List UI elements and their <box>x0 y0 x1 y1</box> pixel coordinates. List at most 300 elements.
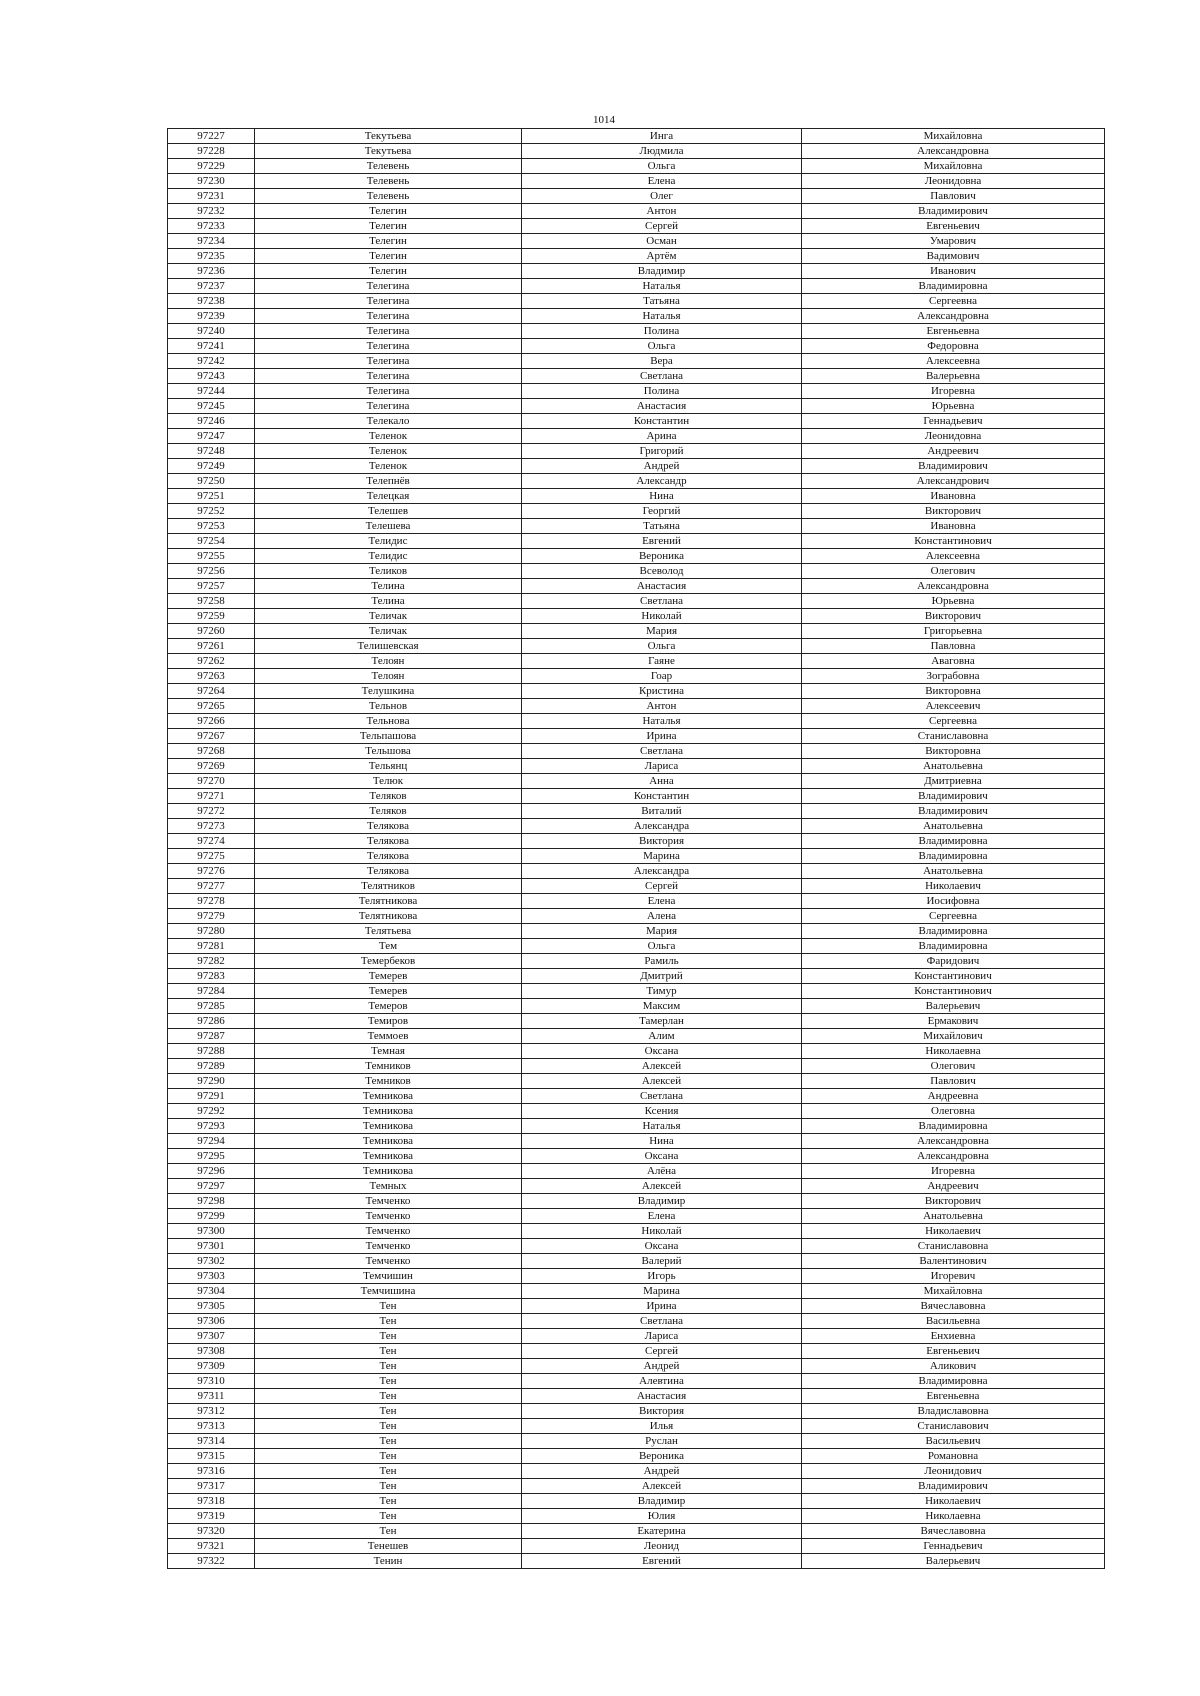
table-row <box>168 654 1105 669</box>
cell-record-id: 97255 <box>168 549 255 564</box>
table-row <box>168 1449 1105 1464</box>
cell-record-id: 97243 <box>168 369 255 384</box>
cell-patronymic: Станиславовна <box>802 1239 1105 1254</box>
cell-surname: Тен <box>255 1494 522 1509</box>
table-row <box>168 849 1105 864</box>
cell-surname: Тен <box>255 1449 522 1464</box>
cell-patronymic: Енхиевна <box>802 1329 1105 1344</box>
cell-patronymic: Леонидовна <box>802 429 1105 444</box>
cell-patronymic: Аваговна <box>802 654 1105 669</box>
cell-patronymic: Николаевна <box>802 1509 1105 1524</box>
cell-surname: Телидис <box>255 549 522 564</box>
cell-record-id: 97295 <box>168 1149 255 1164</box>
cell-patronymic: Геннадьевич <box>802 414 1105 429</box>
cell-patronymic: Михайлович <box>802 1029 1105 1044</box>
cell-surname: Темченко <box>255 1194 522 1209</box>
cell-patronymic: Николаевич <box>802 1224 1105 1239</box>
cell-surname: Теляков <box>255 804 522 819</box>
cell-first-name: Владимир <box>522 1194 802 1209</box>
table-row <box>168 1164 1105 1179</box>
cell-first-name: Оксана <box>522 1239 802 1254</box>
cell-surname: Тельнов <box>255 699 522 714</box>
cell-first-name: Марина <box>522 849 802 864</box>
table-row <box>168 879 1105 894</box>
cell-first-name: Евгений <box>522 1554 802 1569</box>
cell-first-name: Рамиль <box>522 954 802 969</box>
cell-surname: Теличак <box>255 624 522 639</box>
table-row <box>168 1539 1105 1554</box>
table-row <box>168 369 1105 384</box>
cell-first-name: Алена <box>522 909 802 924</box>
cell-record-id: 97316 <box>168 1464 255 1479</box>
table-row <box>168 1314 1105 1329</box>
table-row <box>168 189 1105 204</box>
cell-patronymic: Зограбовна <box>802 669 1105 684</box>
cell-patronymic: Федоровна <box>802 339 1105 354</box>
table-row <box>168 264 1105 279</box>
cell-first-name: Артём <box>522 249 802 264</box>
cell-patronymic: Алексеевна <box>802 354 1105 369</box>
cell-patronymic: Валерьевна <box>802 369 1105 384</box>
cell-patronymic: Владимирович <box>802 459 1105 474</box>
table-row <box>168 1284 1105 1299</box>
cell-first-name: Николай <box>522 1224 802 1239</box>
cell-patronymic: Николаевич <box>802 1494 1105 1509</box>
cell-first-name: Полина <box>522 384 802 399</box>
table-row <box>168 954 1105 969</box>
cell-first-name: Александр <box>522 474 802 489</box>
cell-patronymic: Александровна <box>802 579 1105 594</box>
cell-patronymic: Андреевна <box>802 1089 1105 1104</box>
cell-first-name: Оксана <box>522 1149 802 1164</box>
cell-first-name: Александра <box>522 819 802 834</box>
register-table <box>167 128 1105 1569</box>
table-row <box>168 1119 1105 1134</box>
table-row <box>168 1464 1105 1479</box>
cell-surname: Телевень <box>255 189 522 204</box>
table-row <box>168 429 1105 444</box>
cell-first-name: Полина <box>522 324 802 339</box>
cell-record-id: 97300 <box>168 1224 255 1239</box>
cell-patronymic: Владимировна <box>802 939 1105 954</box>
cell-first-name: Николай <box>522 609 802 624</box>
table-row <box>168 414 1105 429</box>
cell-record-id: 97241 <box>168 339 255 354</box>
cell-first-name: Нина <box>522 1134 802 1149</box>
cell-patronymic: Фаридович <box>802 954 1105 969</box>
cell-patronymic: Леонидовна <box>802 174 1105 189</box>
cell-patronymic: Константинович <box>802 534 1105 549</box>
cell-first-name: Андрей <box>522 1359 802 1374</box>
table-row <box>168 1524 1105 1539</box>
cell-surname: Телякова <box>255 849 522 864</box>
cell-first-name: Всеволод <box>522 564 802 579</box>
cell-first-name: Тамерлан <box>522 1014 802 1029</box>
cell-first-name: Юлия <box>522 1509 802 1524</box>
cell-record-id: 97234 <box>168 234 255 249</box>
cell-record-id: 97320 <box>168 1524 255 1539</box>
cell-record-id: 97285 <box>168 999 255 1014</box>
cell-patronymic: Андреевич <box>802 444 1105 459</box>
cell-record-id: 97271 <box>168 789 255 804</box>
cell-record-id: 97270 <box>168 774 255 789</box>
cell-record-id: 97229 <box>168 159 255 174</box>
table-row <box>168 864 1105 879</box>
cell-first-name: Ольга <box>522 339 802 354</box>
cell-record-id: 97308 <box>168 1344 255 1359</box>
table-row <box>168 519 1105 534</box>
cell-record-id: 97260 <box>168 624 255 639</box>
cell-first-name: Гоар <box>522 669 802 684</box>
cell-patronymic: Андреевич <box>802 1179 1105 1194</box>
cell-record-id: 97262 <box>168 654 255 669</box>
cell-record-id: 97266 <box>168 714 255 729</box>
cell-first-name: Вероника <box>522 549 802 564</box>
cell-record-id: 97313 <box>168 1419 255 1434</box>
table-row <box>168 489 1105 504</box>
cell-surname: Темиров <box>255 1014 522 1029</box>
cell-surname: Телегина <box>255 294 522 309</box>
cell-surname: Телишевская <box>255 639 522 654</box>
cell-surname: Телоян <box>255 669 522 684</box>
cell-record-id: 97264 <box>168 684 255 699</box>
cell-first-name: Татьяна <box>522 519 802 534</box>
cell-record-id: 97236 <box>168 264 255 279</box>
cell-record-id: 97301 <box>168 1239 255 1254</box>
cell-surname: Тен <box>255 1344 522 1359</box>
cell-record-id: 97269 <box>168 759 255 774</box>
table-row <box>168 1074 1105 1089</box>
cell-patronymic: Анатольевна <box>802 819 1105 834</box>
cell-record-id: 97306 <box>168 1314 255 1329</box>
cell-patronymic: Олегович <box>802 564 1105 579</box>
cell-record-id: 97245 <box>168 399 255 414</box>
table-row <box>168 1059 1105 1074</box>
table-row <box>168 1029 1105 1044</box>
table-row <box>168 804 1105 819</box>
table-row <box>168 1434 1105 1449</box>
table-row <box>168 309 1105 324</box>
cell-first-name: Сергей <box>522 219 802 234</box>
cell-first-name: Лариса <box>522 1329 802 1344</box>
cell-patronymic: Ивановна <box>802 489 1105 504</box>
cell-record-id: 97230 <box>168 174 255 189</box>
cell-surname: Телякова <box>255 819 522 834</box>
cell-surname: Теличак <box>255 609 522 624</box>
cell-surname: Телушкина <box>255 684 522 699</box>
cell-record-id: 97287 <box>168 1029 255 1044</box>
cell-patronymic: Павлович <box>802 189 1105 204</box>
cell-patronymic: Станиславович <box>802 1419 1105 1434</box>
cell-record-id: 97258 <box>168 594 255 609</box>
cell-first-name: Вероника <box>522 1449 802 1464</box>
table-row <box>168 504 1105 519</box>
cell-record-id: 97240 <box>168 324 255 339</box>
table-row <box>168 1389 1105 1404</box>
cell-patronymic: Евгеньевна <box>802 1389 1105 1404</box>
cell-patronymic: Николаевна <box>802 1044 1105 1059</box>
cell-patronymic: Викторовна <box>802 744 1105 759</box>
cell-first-name: Ольга <box>522 639 802 654</box>
cell-surname: Телегин <box>255 204 522 219</box>
cell-record-id: 97265 <box>168 699 255 714</box>
cell-patronymic: Иванович <box>802 264 1105 279</box>
table-row <box>168 1269 1105 1284</box>
cell-record-id: 97250 <box>168 474 255 489</box>
cell-patronymic: Юрьевна <box>802 594 1105 609</box>
cell-record-id: 97248 <box>168 444 255 459</box>
table-row <box>168 1224 1105 1239</box>
table-row <box>168 1359 1105 1374</box>
cell-record-id: 97277 <box>168 879 255 894</box>
cell-record-id: 97284 <box>168 984 255 999</box>
table-row <box>168 909 1105 924</box>
cell-first-name: Владимир <box>522 1494 802 1509</box>
cell-patronymic: Алексеевна <box>802 549 1105 564</box>
cell-patronymic: Александровна <box>802 144 1105 159</box>
cell-surname: Теммоев <box>255 1029 522 1044</box>
cell-surname: Теликов <box>255 564 522 579</box>
cell-first-name: Дмитрий <box>522 969 802 984</box>
cell-surname: Телешев <box>255 504 522 519</box>
cell-surname: Темчишина <box>255 1284 522 1299</box>
cell-surname: Тен <box>255 1329 522 1344</box>
cell-record-id: 97304 <box>168 1284 255 1299</box>
table-row <box>168 939 1105 954</box>
table-row <box>168 1494 1105 1509</box>
cell-first-name: Виталий <box>522 804 802 819</box>
cell-surname: Телятникова <box>255 909 522 924</box>
cell-surname: Телегин <box>255 219 522 234</box>
cell-patronymic: Михайловна <box>802 159 1105 174</box>
cell-patronymic: Владиславовна <box>802 1404 1105 1419</box>
cell-surname: Темникова <box>255 1164 522 1179</box>
table-row <box>168 984 1105 999</box>
cell-record-id: 97293 <box>168 1119 255 1134</box>
table-row <box>168 594 1105 609</box>
cell-first-name: Леонид <box>522 1539 802 1554</box>
cell-first-name: Антон <box>522 699 802 714</box>
cell-surname: Темникова <box>255 1149 522 1164</box>
table-row <box>168 249 1105 264</box>
table-row <box>168 159 1105 174</box>
cell-first-name: Алим <box>522 1029 802 1044</box>
cell-first-name: Анастасия <box>522 399 802 414</box>
cell-patronymic: Умарович <box>802 234 1105 249</box>
cell-record-id: 97275 <box>168 849 255 864</box>
cell-patronymic: Иосифовна <box>802 894 1105 909</box>
cell-first-name: Марина <box>522 1284 802 1299</box>
cell-patronymic: Владимирович <box>802 804 1105 819</box>
table-row <box>168 354 1105 369</box>
table-row <box>168 579 1105 594</box>
cell-patronymic: Олегович <box>802 1059 1105 1074</box>
cell-patronymic: Игоревич <box>802 1269 1105 1284</box>
cell-patronymic: Валерьевич <box>802 1554 1105 1569</box>
cell-patronymic: Анатольевна <box>802 864 1105 879</box>
cell-first-name: Гаяне <box>522 654 802 669</box>
cell-record-id: 97231 <box>168 189 255 204</box>
cell-surname: Тельшова <box>255 744 522 759</box>
cell-surname: Текутьева <box>255 129 522 144</box>
cell-record-id: 97286 <box>168 1014 255 1029</box>
cell-patronymic: Евгеньевна <box>802 324 1105 339</box>
table-row <box>168 609 1105 624</box>
table-row <box>168 1419 1105 1434</box>
cell-record-id: 97314 <box>168 1434 255 1449</box>
cell-patronymic: Владимировна <box>802 1374 1105 1389</box>
cell-surname: Тен <box>255 1524 522 1539</box>
cell-surname: Телегин <box>255 234 522 249</box>
cell-surname: Темникова <box>255 1089 522 1104</box>
cell-surname: Темных <box>255 1179 522 1194</box>
cell-patronymic: Анатольевна <box>802 759 1105 774</box>
cell-first-name: Анна <box>522 774 802 789</box>
cell-surname: Телегин <box>255 249 522 264</box>
table-row <box>168 1179 1105 1194</box>
cell-surname: Телятников <box>255 879 522 894</box>
cell-record-id: 97289 <box>168 1059 255 1074</box>
cell-record-id: 97297 <box>168 1179 255 1194</box>
cell-surname: Телекало <box>255 414 522 429</box>
cell-record-id: 97242 <box>168 354 255 369</box>
cell-record-id: 97238 <box>168 294 255 309</box>
cell-record-id: 97298 <box>168 1194 255 1209</box>
cell-first-name: Анастасия <box>522 1389 802 1404</box>
table-row <box>168 1509 1105 1524</box>
cell-patronymic: Владимировна <box>802 1119 1105 1134</box>
cell-first-name: Алёна <box>522 1164 802 1179</box>
cell-first-name: Валерий <box>522 1254 802 1269</box>
cell-first-name: Максим <box>522 999 802 1014</box>
cell-surname: Текутьева <box>255 144 522 159</box>
cell-patronymic: Михайловна <box>802 129 1105 144</box>
cell-surname: Темникова <box>255 1104 522 1119</box>
cell-record-id: 97292 <box>168 1104 255 1119</box>
cell-patronymic: Игоревна <box>802 384 1105 399</box>
cell-first-name: Оксана <box>522 1044 802 1059</box>
cell-record-id: 97237 <box>168 279 255 294</box>
table-row <box>168 639 1105 654</box>
cell-first-name: Ирина <box>522 729 802 744</box>
cell-first-name: Сергей <box>522 879 802 894</box>
table-row <box>168 234 1105 249</box>
cell-record-id: 97291 <box>168 1089 255 1104</box>
cell-first-name: Виктория <box>522 834 802 849</box>
cell-surname: Телоян <box>255 654 522 669</box>
table-row <box>168 534 1105 549</box>
cell-record-id: 97235 <box>168 249 255 264</box>
cell-first-name: Александра <box>522 864 802 879</box>
cell-first-name: Людмила <box>522 144 802 159</box>
cell-record-id: 97312 <box>168 1404 255 1419</box>
cell-first-name: Анастасия <box>522 579 802 594</box>
cell-record-id: 97296 <box>168 1164 255 1179</box>
cell-first-name: Арина <box>522 429 802 444</box>
cell-patronymic: Павлович <box>802 1074 1105 1089</box>
cell-record-id: 97288 <box>168 1044 255 1059</box>
cell-first-name: Илья <box>522 1419 802 1434</box>
table-row <box>168 549 1105 564</box>
table-row <box>168 924 1105 939</box>
cell-patronymic: Вячеславовна <box>802 1524 1105 1539</box>
cell-record-id: 97281 <box>168 939 255 954</box>
cell-first-name: Ольга <box>522 159 802 174</box>
cell-first-name: Владимир <box>522 264 802 279</box>
cell-surname: Темченко <box>255 1254 522 1269</box>
cell-first-name: Лариса <box>522 759 802 774</box>
cell-first-name: Светлана <box>522 369 802 384</box>
cell-surname: Тельпашова <box>255 729 522 744</box>
table-row <box>168 1149 1105 1164</box>
cell-patronymic: Викторович <box>802 609 1105 624</box>
cell-first-name: Светлана <box>522 594 802 609</box>
table-row <box>168 1104 1105 1119</box>
cell-surname: Тельнова <box>255 714 522 729</box>
table-row <box>168 144 1105 159</box>
cell-surname: Телятникова <box>255 894 522 909</box>
cell-surname: Тен <box>255 1509 522 1524</box>
cell-surname: Темченко <box>255 1239 522 1254</box>
cell-record-id: 97259 <box>168 609 255 624</box>
cell-surname: Тельянц <box>255 759 522 774</box>
table-row <box>168 1254 1105 1269</box>
table-row <box>168 1374 1105 1389</box>
cell-patronymic: Владимировна <box>802 849 1105 864</box>
table-row <box>168 1209 1105 1224</box>
cell-record-id: 97232 <box>168 204 255 219</box>
cell-patronymic: Сергеевна <box>802 294 1105 309</box>
cell-record-id: 97276 <box>168 864 255 879</box>
table-row <box>168 759 1105 774</box>
cell-patronymic: Владимировна <box>802 279 1105 294</box>
cell-surname: Темникова <box>255 1119 522 1134</box>
table-row <box>168 699 1105 714</box>
table-row <box>168 669 1105 684</box>
cell-patronymic: Владимирович <box>802 204 1105 219</box>
table-row <box>168 789 1105 804</box>
table-row <box>168 129 1105 144</box>
cell-patronymic: Владимирович <box>802 1479 1105 1494</box>
cell-first-name: Наталья <box>522 279 802 294</box>
cell-record-id: 97315 <box>168 1449 255 1464</box>
table-row <box>168 744 1105 759</box>
cell-surname: Тен <box>255 1374 522 1389</box>
cell-record-id: 97307 <box>168 1329 255 1344</box>
table-row <box>168 1014 1105 1029</box>
table-row <box>168 399 1105 414</box>
table-row <box>168 1134 1105 1149</box>
cell-record-id: 97272 <box>168 804 255 819</box>
cell-surname: Темерев <box>255 969 522 984</box>
cell-patronymic: Владимировна <box>802 834 1105 849</box>
cell-surname: Телецкая <box>255 489 522 504</box>
cell-record-id: 97251 <box>168 489 255 504</box>
cell-surname: Темникова <box>255 1134 522 1149</box>
cell-first-name: Татьяна <box>522 294 802 309</box>
cell-first-name: Нина <box>522 489 802 504</box>
cell-surname: Телегина <box>255 324 522 339</box>
table-row <box>168 564 1105 579</box>
cell-patronymic: Павловна <box>802 639 1105 654</box>
cell-patronymic: Алексеевич <box>802 699 1105 714</box>
cell-first-name: Виктория <box>522 1404 802 1419</box>
cell-first-name: Константин <box>522 789 802 804</box>
cell-patronymic: Викторович <box>802 504 1105 519</box>
cell-record-id: 97319 <box>168 1509 255 1524</box>
cell-surname: Тен <box>255 1464 522 1479</box>
cell-record-id: 97261 <box>168 639 255 654</box>
